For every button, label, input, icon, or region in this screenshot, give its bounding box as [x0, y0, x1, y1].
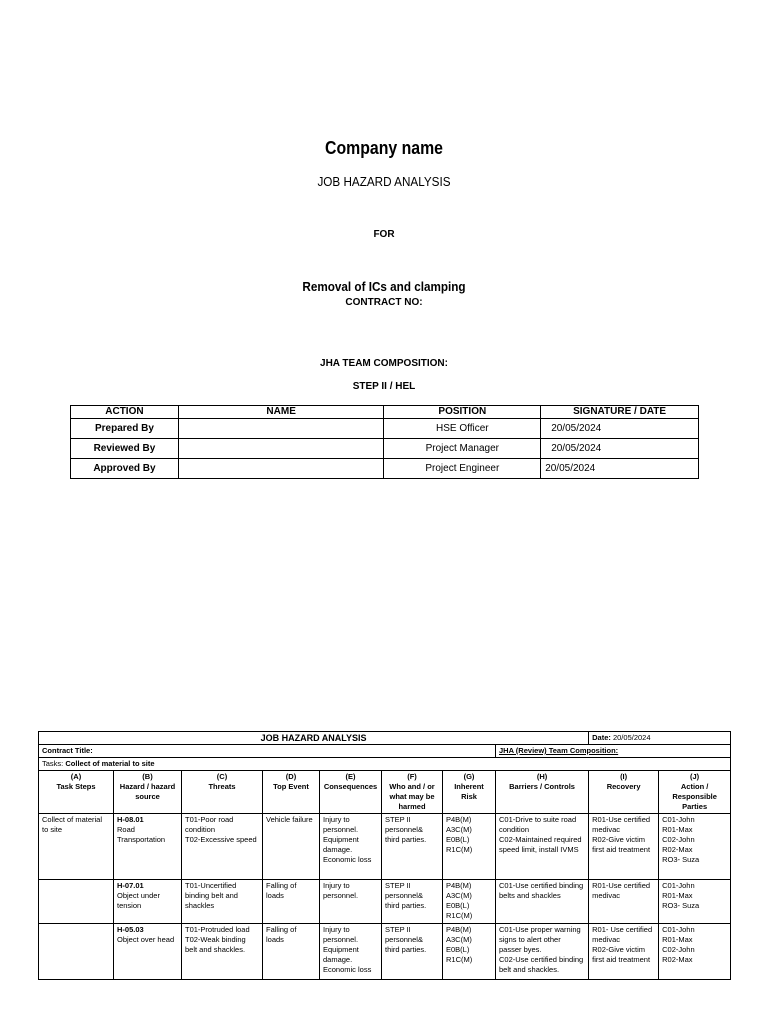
column-letter: (B)	[142, 772, 153, 781]
action-cell	[659, 924, 731, 980]
barrier-cell	[496, 880, 589, 924]
risk-line: R1C(M)	[446, 955, 473, 964]
column-header	[443, 771, 496, 814]
hazard-cell	[114, 880, 182, 924]
recovery-cell	[589, 880, 659, 924]
step-label: STEP II / HEL	[352, 381, 416, 392]
tasks-row	[39, 758, 731, 771]
risk-line: A3C(M)	[446, 935, 472, 944]
top-event-cell: Vehicle failure	[263, 814, 320, 880]
action-line: RO3- Suza	[662, 901, 700, 910]
consequences-cell: Injury to personnel.	[320, 880, 382, 924]
hazard-source: Road Transportation	[117, 825, 166, 844]
top-event-cell: Falling of loads	[263, 924, 320, 980]
hazard-code: H-05.03	[117, 925, 144, 934]
header-signature-date: SIGNATURE / DATE	[541, 406, 699, 419]
column-label: Threats	[208, 782, 236, 791]
risk-line: P4B(M)	[446, 925, 472, 934]
jha-table	[38, 731, 731, 980]
threat-cell	[182, 924, 263, 980]
column-label: Inherent Risk	[454, 782, 484, 801]
action-cell: Prepared By	[71, 419, 179, 439]
risk-line: E0B(L)	[446, 945, 470, 954]
signature-table-header	[71, 406, 699, 419]
threat-cell	[182, 814, 263, 880]
column-label: Action / Responsible Parties	[672, 782, 717, 811]
column-label: Recovery	[606, 782, 641, 791]
risk-cell	[443, 880, 496, 924]
harmed-cell: STEP II personnel& third parties.	[382, 814, 443, 880]
action-line: R02-Max	[662, 955, 693, 964]
table-row	[39, 814, 731, 880]
recovery-line: R02-Give victim first aid treatment	[592, 945, 651, 964]
column-label: Barriers / Controls	[509, 782, 575, 791]
action-line: C02-John	[662, 945, 695, 954]
column-letter: (A)	[70, 772, 82, 781]
position-cell: Project Engineer	[384, 459, 541, 479]
action-line: C02-John	[662, 835, 695, 844]
hazard-cell	[114, 814, 182, 880]
jha-title-row	[39, 732, 731, 745]
risk-line: R1C(M)	[446, 911, 473, 920]
barrier-line: C01-Drive to suite road condition	[499, 815, 577, 834]
column-header	[114, 771, 182, 814]
column-letter: (I)	[620, 772, 628, 781]
column-label: Top Event	[273, 782, 309, 791]
threat-line: T02-Excessive speed	[185, 835, 257, 844]
column-label: Consequences	[323, 782, 378, 791]
column-letter: (G)	[463, 772, 475, 781]
task-cell	[39, 924, 114, 980]
risk-cell	[443, 814, 496, 880]
column-header	[589, 771, 659, 814]
top-event-cell: Falling of loads	[263, 880, 320, 924]
column-letter: (D)	[285, 772, 297, 781]
column-letter: (C)	[216, 772, 228, 781]
team-composition: JHA (Review) Team Composition:	[496, 745, 731, 758]
action-line: R01-Max	[662, 935, 693, 944]
risk-line: A3C(M)	[446, 825, 472, 834]
hazard-source: Object over head	[117, 935, 175, 944]
date-label: Date:	[592, 733, 611, 742]
risk-line: A3C(M)	[446, 891, 472, 900]
barrier-line: C01-Use certified binding belts and shackles	[499, 881, 584, 900]
action-line: C01-John	[662, 881, 695, 890]
harmed-cell: STEP II personnel& third parties.	[382, 880, 443, 924]
contract-title: Contract Title:	[39, 745, 496, 758]
date-cell: 20/05/2024	[541, 459, 699, 479]
action-cell	[659, 880, 731, 924]
table-row	[71, 419, 699, 439]
column-label: Who and / or what may be harmed	[389, 782, 435, 811]
consequences-cell: Injury to personnel. Equipment damage. Economic loss	[320, 924, 382, 980]
column-header	[320, 771, 382, 814]
recovery-line: R01- Use certified medivac	[592, 925, 653, 944]
header-action: ACTION	[71, 406, 179, 419]
date-value: 20/05/2024	[612, 733, 651, 742]
barrier-line: C01-Use proper warning signs to alert other passer byes.	[499, 925, 581, 954]
company-name: Company name	[325, 138, 443, 158]
column-header	[496, 771, 589, 814]
threat-line: T01-Uncertified binding belt and shackles	[185, 881, 238, 910]
risk-line: E0B(L)	[446, 901, 470, 910]
column-letter: (H)	[536, 772, 548, 781]
risk-line: P4B(M)	[446, 881, 472, 890]
barrier-line: C02-Use certified binding belt and shackles.	[499, 955, 584, 974]
position-cell: Project Manager	[384, 439, 541, 459]
column-label: Task Steps	[56, 782, 96, 791]
team-composition-label: JHA TEAM COMPOSITION:	[320, 358, 448, 369]
document-title: JOB HAZARD ANALYSIS	[317, 174, 451, 189]
column-header	[659, 771, 731, 814]
hazard-source: Object under tension	[117, 891, 160, 910]
hazard-cell	[114, 924, 182, 980]
table-row	[71, 459, 699, 479]
table-row	[39, 880, 731, 924]
action-line: R01-Max	[662, 825, 693, 834]
recovery-line: R01-Use certified medivac	[592, 881, 651, 900]
action-line: RO3- Suza	[662, 855, 700, 864]
column-header	[182, 771, 263, 814]
action-cell: Approved By	[71, 459, 179, 479]
name-cell	[178, 439, 384, 459]
column-letter: (E)	[345, 772, 356, 781]
threat-cell	[182, 880, 263, 924]
barrier-cell	[496, 924, 589, 980]
hazard-code: H-07.01	[117, 881, 144, 890]
header-position: POSITION	[384, 406, 541, 419]
column-header	[263, 771, 320, 814]
action-line: R02-Max	[662, 845, 693, 854]
recovery-cell	[589, 924, 659, 980]
action-cell: Reviewed By	[71, 439, 179, 459]
hazard-code: H-08.01	[117, 815, 144, 824]
recovery-line: R02-Give victim first aid treatment	[592, 835, 651, 854]
jha-rows	[39, 814, 731, 980]
threat-line: T01-Protruded load	[185, 925, 250, 934]
name-cell	[178, 419, 384, 439]
contract-row	[39, 745, 731, 758]
table-row	[39, 924, 731, 980]
jha-table-title: JOB HAZARD ANALYSIS	[39, 732, 589, 745]
column-header	[382, 771, 443, 814]
contract-no-label: CONTRACT NO:	[345, 297, 423, 308]
column-header	[39, 771, 114, 814]
for-label: FOR	[373, 229, 395, 240]
risk-cell	[443, 924, 496, 980]
threat-line: T02-Weak binding belt and shackles.	[185, 935, 246, 954]
task-cell	[39, 880, 114, 924]
column-letter: (F)	[407, 772, 417, 781]
action-line: C01-John	[662, 815, 695, 824]
risk-line: P4B(M)	[446, 815, 472, 824]
barrier-line: C02-Maintained required speed limit, install IVMS	[499, 835, 582, 854]
column-letter: (J)	[690, 772, 700, 781]
date-cell: 20/05/2024	[541, 419, 699, 439]
threat-line: T01-Poor road condition	[185, 815, 234, 834]
name-cell	[178, 459, 384, 479]
signature-table	[70, 405, 699, 479]
risk-line: E0B(L)	[446, 835, 470, 844]
consequences-cell: Injury to personnel. Equipment damage. Economic loss	[320, 814, 382, 880]
date-cell: 20/05/2024	[541, 439, 699, 459]
recovery-line: R01-Use certified medivac	[592, 815, 651, 834]
column-label: Hazard / hazard source	[119, 782, 176, 801]
action-line: C01-John	[662, 925, 695, 934]
table-row	[71, 439, 699, 459]
risk-line: R1C(M)	[446, 845, 473, 854]
recovery-cell	[589, 814, 659, 880]
barrier-cell	[496, 814, 589, 880]
position-cell: HSE Officer	[384, 419, 541, 439]
task-cell: Collect of material to site	[39, 814, 114, 880]
tasks-cell	[39, 758, 731, 771]
tasks-label: Tasks:	[42, 759, 64, 768]
subject-title: Removal of ICs and clamping	[302, 279, 466, 294]
date-cell	[589, 732, 731, 745]
tasks-value: Collect of material to site	[65, 759, 155, 768]
harmed-cell: STEP II personnel& third parties.	[382, 924, 443, 980]
action-line: R01-Max	[662, 891, 693, 900]
header-name: NAME	[178, 406, 384, 419]
action-cell	[659, 814, 731, 880]
column-headers	[39, 771, 731, 814]
